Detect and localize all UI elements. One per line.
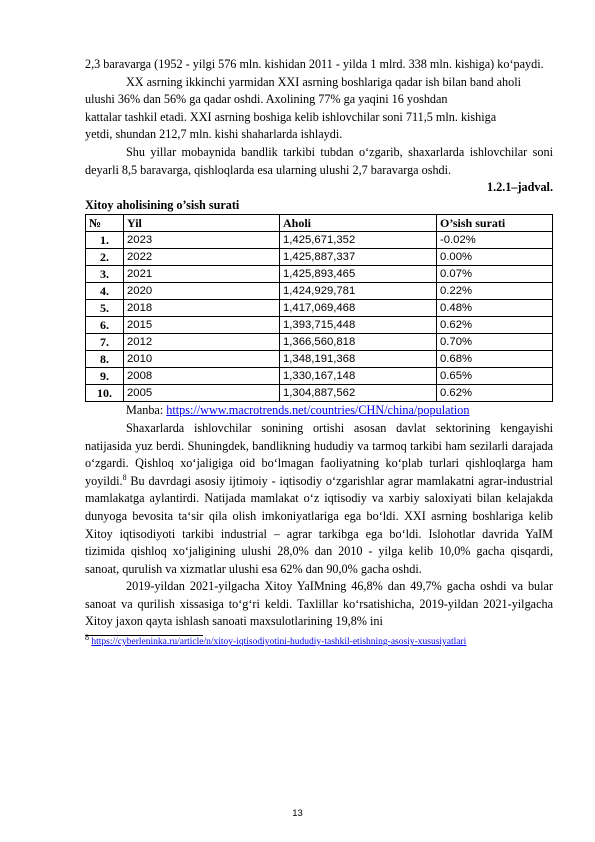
population-table: [85, 214, 553, 402]
paragraph-1: 2,3 baravarga (1952 - yilgi 576 mln. kishidan 2011 - yilda 1 mlrd. 338 mln. kishiga) ko‘paydi.: [85, 57, 544, 71]
table-title: Xitoy aholisining o’sish surati: [85, 197, 240, 212]
row-year: 2008: [124, 368, 280, 385]
row-number: 5.: [86, 300, 124, 317]
header-population: Aholi: [280, 215, 437, 232]
table-row: [86, 334, 553, 351]
table-row: [86, 249, 553, 266]
row-number: 6.: [86, 317, 124, 334]
row-year: 2018: [124, 300, 280, 317]
footnote: [85, 632, 553, 648]
header-growth-rate: O’sish surati: [437, 215, 553, 232]
row-year: 2022: [124, 249, 280, 266]
paragraph-3: Shu yillar mobaynida bandlik tarkibi tubdan o‘zgarib, shaxarlarda ishlovchilar soni deyarli 8,5 baravarga, qishloqlarda esa ularning ulushi 2,7 baravarga oshdi.: [85, 144, 553, 177]
row-year: 2023: [124, 232, 280, 249]
row-population: 1,425,887,337: [280, 249, 437, 266]
row-number: 4.: [86, 283, 124, 300]
table-row: [86, 385, 553, 402]
row-growth-rate: 0.07%: [437, 266, 553, 283]
row-growth-rate: 0.70%: [437, 334, 553, 351]
footnote-link[interactable]: https://cyberleninka.ru/article/n/xitoy-iqtisodiyotini-hududiy-tashkil-etishning-asosiy-xususiyatlari: [91, 637, 467, 648]
table-row: [86, 368, 553, 385]
table-row: [86, 266, 553, 283]
paragraph-4b: Bu davrdagi asosiy ijtimoiy - iqtisodiy o‘zgarishlar agrar mamlakatni agrar-industrial mamlakatga aylantirdi. Natijada mamlakat o‘z iqtisodiy va xarbiy saloxiyati bilan kelajakda dunyoga bevosita ta‘sir qila olish imkoniyatlariga ega bo‘ldi. XXI asrning boshlariga kelib Xitoy iqtisodiyoti tarkibi industrial – agrar tarkibga ega bo‘ldi. Islohotlar davrida YaIM tizimida qishloq xo‘jaligining ulushi 28,0% dan 2010 - yilga kelib 10,0% gacha qisqardi, sanoat, qurulish va xizmatlar ulushi esa 62% dan 90,0% gacha oshdi.: [85, 473, 553, 576]
row-growth-rate: 0.65%: [437, 368, 553, 385]
row-growth-rate: 0.62%: [437, 317, 553, 334]
table-row: [86, 283, 553, 300]
page-number: 13: [292, 808, 303, 819]
table-row: [86, 300, 553, 317]
row-population: 1,424,929,781: [280, 283, 437, 300]
row-growth-rate: 0.22%: [437, 283, 553, 300]
row-growth-rate: 0.62%: [437, 385, 553, 402]
header-year: Yil: [124, 215, 280, 232]
source-link[interactable]: https://www.macrotrends.net/countries/CHN/china/population: [166, 403, 470, 418]
row-population: 1,304,887,562: [280, 385, 437, 402]
row-year: 2012: [124, 334, 280, 351]
row-growth-rate: -0.02%: [437, 232, 553, 249]
table-number-label: 1.2.1–jadval.: [486, 180, 553, 195]
paragraph-4: [85, 420, 553, 578]
paragraph-2c: yetdi, shundan 212,7 mln. kishi shaharlarda ishlaydi.: [85, 127, 343, 142]
row-population: 1,366,560,818: [280, 334, 437, 351]
source-line: [85, 402, 553, 420]
row-population: 1,425,671,352: [280, 232, 437, 249]
row-number: 1.: [86, 232, 124, 249]
row-number: 8.: [86, 351, 124, 368]
row-year: 2015: [124, 317, 280, 334]
table-row: [86, 351, 553, 368]
paragraph-4a: Shaxarlarda ishlovchilar sonining ortishi asosan davlat sektorining kengayishi natijasida yuz berdi. Shuningdek, bandlikning hududiy va tarmoq tarkibi ham sezilarli darajada o‘zgardi. Qishloq xo‘jaligiga oid bo‘lmagan faoliyatning ko‘plab turlari qishloqlarga ham yoyildi.: [85, 420, 553, 488]
row-year: 2021: [124, 266, 280, 283]
row-population: 1,417,069,468: [280, 300, 437, 317]
row-growth-rate: 0.48%: [437, 300, 553, 317]
paragraph-2a: XX asrning ikkinchi yarmidan XXI asrning boshlariga qadar ish bilan band aholi ulushi 36% dan 56% ga qadar oshdi. Axolining 77% ga yaqini 16 yoshdan: [85, 74, 521, 107]
row-number: 10.: [86, 385, 124, 402]
row-number: 9.: [86, 368, 124, 385]
paragraph-2b: kattalar tashkil etadi. XXI asrning boshiga kelib ishlovchilar soni 711,5 mln. kishiga: [85, 109, 497, 124]
row-growth-rate: 0.00%: [437, 249, 553, 266]
table-row: [86, 232, 553, 249]
header-number: №: [86, 215, 124, 232]
row-growth-rate: 0.68%: [437, 351, 553, 368]
row-population: 1,393,715,448: [280, 317, 437, 334]
document-page: [85, 56, 553, 648]
row-year: 2010: [124, 351, 280, 368]
row-number: 3.: [86, 266, 124, 283]
footnote-mark: 8: [85, 632, 89, 642]
row-number: 2.: [86, 249, 124, 266]
row-year: 2020: [124, 283, 280, 300]
table-header-row: [86, 215, 553, 232]
table-row: [86, 317, 553, 334]
row-year: 2005: [124, 385, 280, 402]
row-population: 1,425,893,465: [280, 266, 437, 283]
paragraph-5: 2019-yildan 2021-yilgacha Xitoy YaIMning 46,8% dan 49,7% gacha oshdi va bular sanoat va qurilish xissasiga to‘g‘ri keldi. Taxlillar ko‘rsatishicha, 2019-yildan 2021-yilgacha Xitoy jaxon qayta ishlash sanoati maxsulotlarining 19,8% ini: [85, 579, 553, 629]
footnote-reference[interactable]: 8: [122, 472, 127, 482]
row-population: 1,348,191,368: [280, 351, 437, 368]
row-population: 1,330,167,148: [280, 368, 437, 385]
row-number: 7.: [86, 334, 124, 351]
source-label: Manba:: [126, 403, 164, 418]
